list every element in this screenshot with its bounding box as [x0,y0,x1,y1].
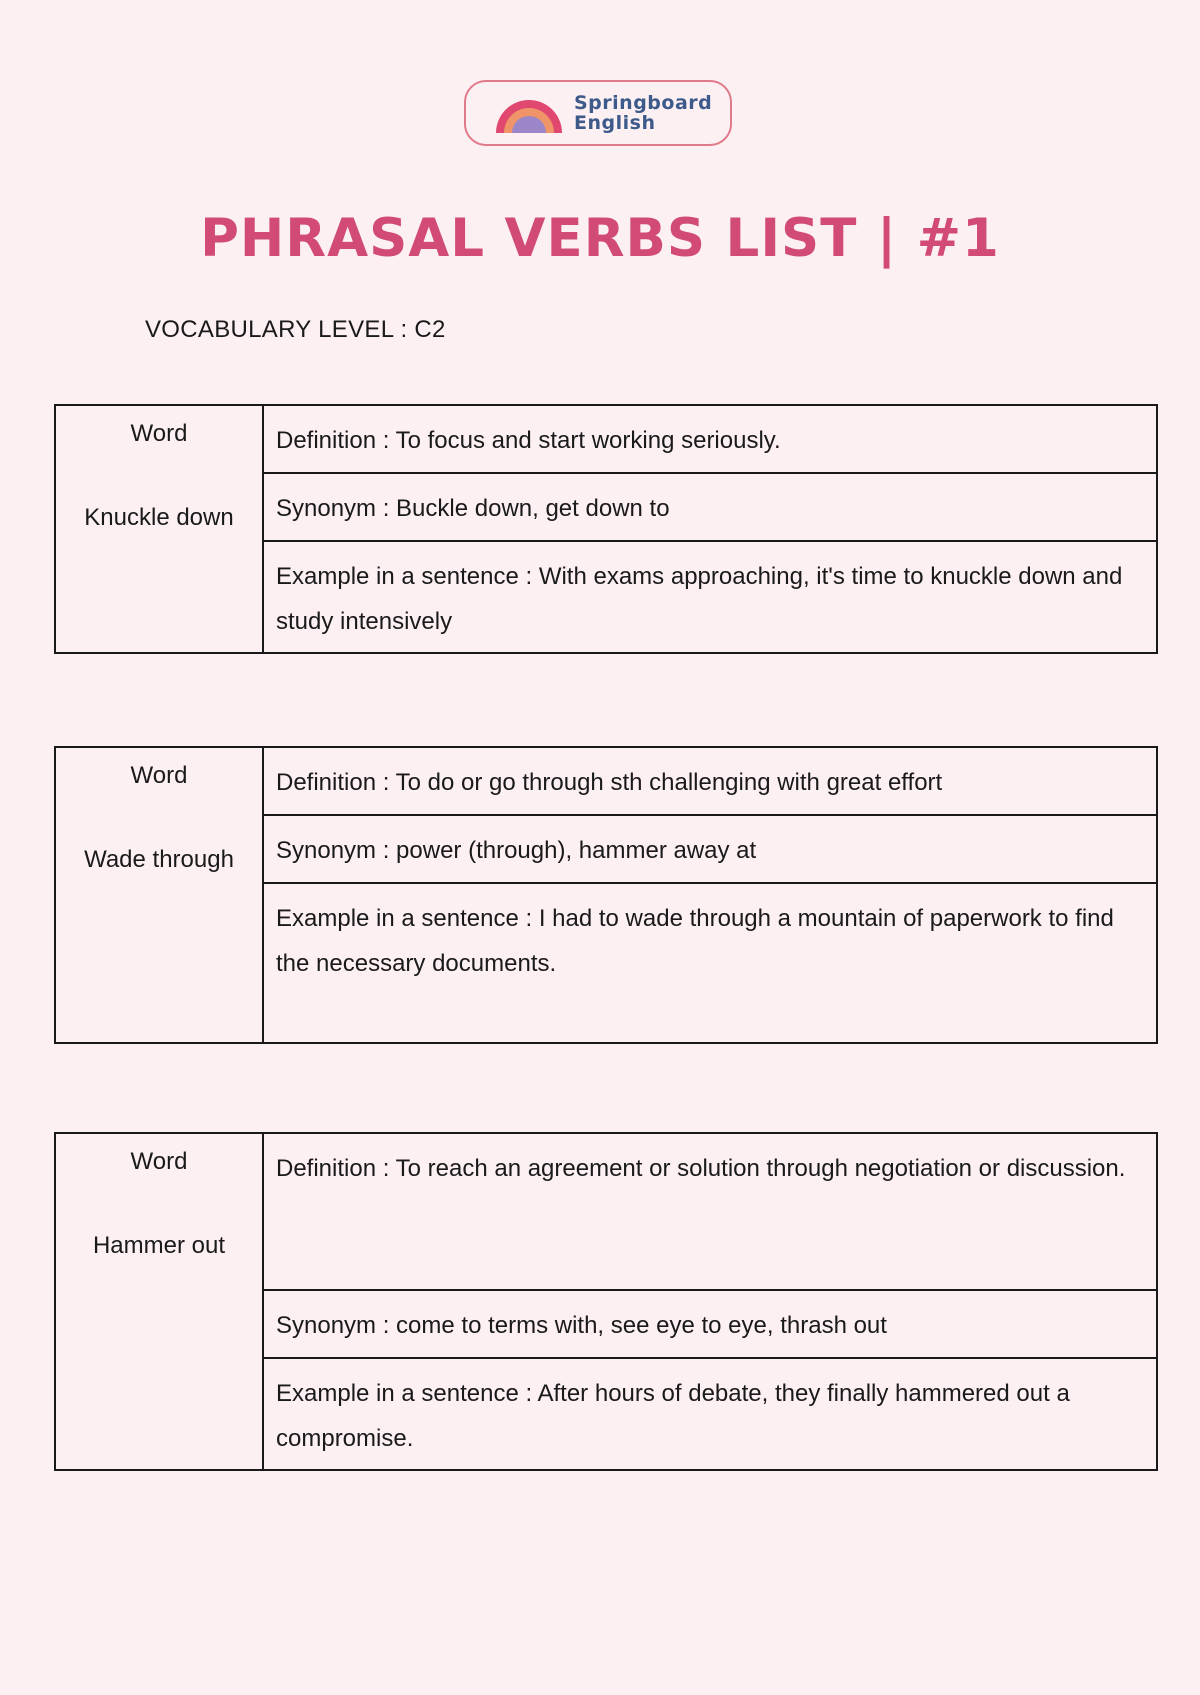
definition-cell [263,1133,1157,1290]
definition-text: Definition : To focus and start working seriously. [276,427,781,454]
synonym-cell [263,1290,1157,1358]
entry-table [54,1132,1158,1471]
example-cell [263,883,1157,1043]
word-value: Wade through [84,846,234,873]
definition-text: Definition : To do or go through sth challenging with great effort [276,769,943,796]
definition-text: Definition : To reach an agreement or solution through negotiation or discussion. [276,1155,1126,1182]
synonym-text: Synonym : come to terms with, see eye to eye, thrash out [276,1312,887,1339]
entry-table [54,746,1158,1044]
example-text: Example in a sentence : With exams approaching, it's time to knuckle down and study intensively [276,563,1123,635]
synonym-text: Synonym : Buckle down, get down to [276,495,670,522]
entry-table [54,404,1158,654]
logo-line-1: Springboard [574,92,713,114]
example-text: Example in a sentence : I had to wade through a mountain of paperwork to find the necessary documents. [276,905,1114,977]
example-text: Example in a sentence : After hours of debate, they finally hammered out a compromise. [276,1380,1070,1452]
word-cell [55,1133,263,1470]
page-title: PHRASAL VERBS LIST | #1 [200,208,1000,269]
synonym-cell [263,815,1157,883]
example-cell [263,1358,1157,1470]
word-label: Word [130,762,188,789]
synonym-cell [263,473,1157,541]
word-label: Word [130,1148,188,1175]
word-cell [55,405,263,653]
example-cell [263,541,1157,653]
word-label: Word [130,420,188,447]
logo-line-2: English [574,112,656,134]
logo-badge [464,80,732,146]
word-value: Hammer out [92,1232,226,1259]
word-cell [55,747,263,1043]
definition-cell [263,405,1157,473]
logo-wordmark [574,93,712,133]
word-value: Knuckle down [84,504,234,531]
definition-cell [263,747,1157,815]
rainbow-logo-icon [494,93,564,133]
vocabulary-level: VOCABULARY LEVEL : C2 [145,316,446,343]
synonym-text: Synonym : power (through), hammer away at [276,837,757,864]
